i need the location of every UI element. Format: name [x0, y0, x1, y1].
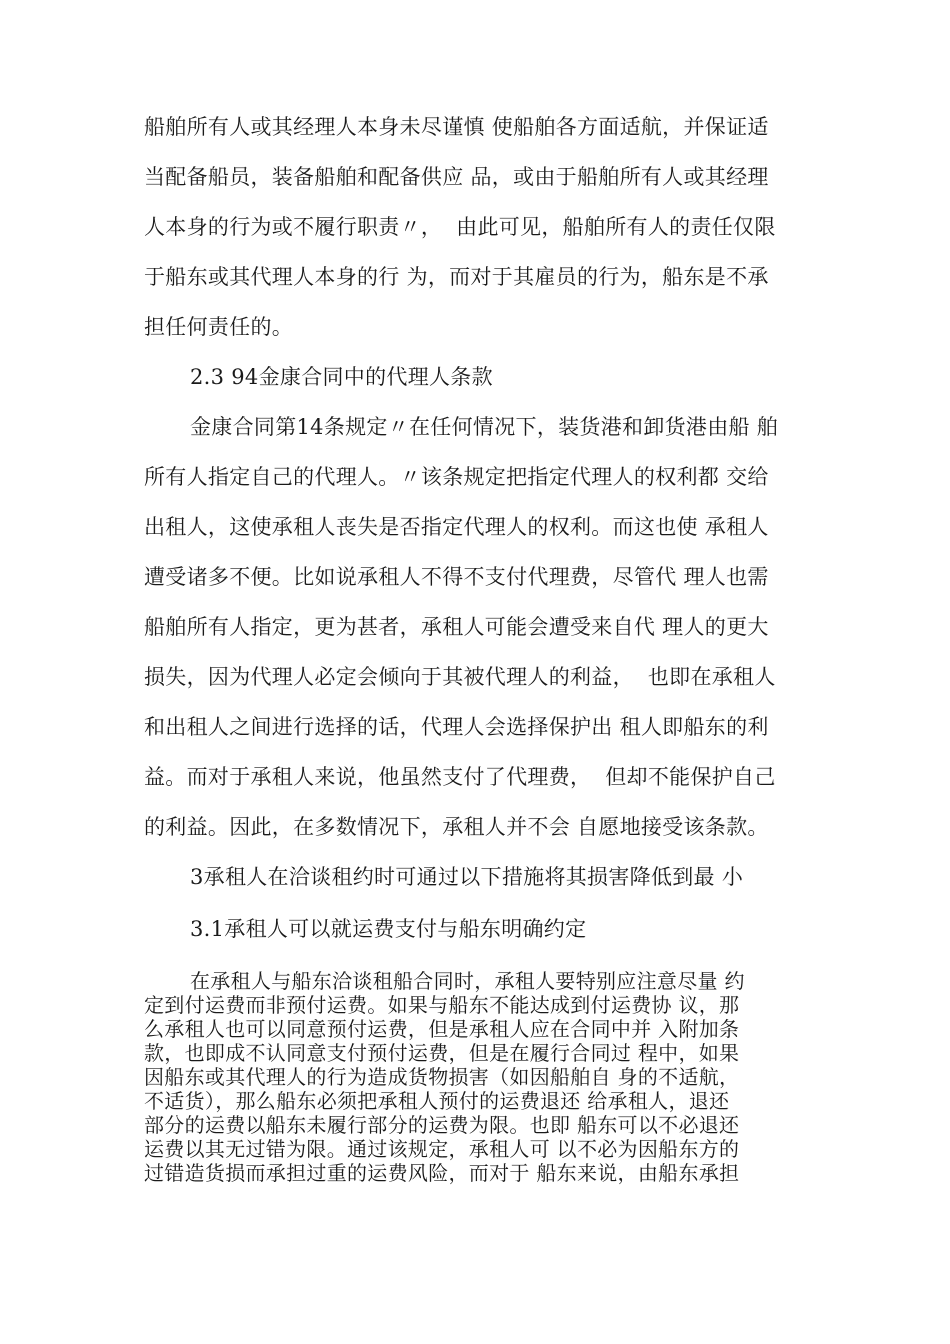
text-line: 遭受诸多不便。比如说承租人不得不支付代理费，尽管代 理人也需	[144, 565, 769, 589]
heading-line: 3承租人在洽谈租约时可通过以下措施将其损害降低到最 小	[190, 865, 744, 889]
text-line: 当配备船员，装备船舶和配备供应 品，或由于船舶所有人或其经理	[144, 165, 769, 189]
text-line: 担任何责任的。	[144, 315, 294, 339]
text-line: 损失，因为代理人必定会倾向于其被代理人的利益， 也即在承租人	[144, 665, 776, 689]
text-line: 款，也即成不认同意支付预付运费，但是在履行合同过 程中，如果	[144, 1041, 740, 1065]
text-line: 的利益。因此，在多数情况下，承租人并不会 自愿地接受该条款。	[144, 815, 769, 839]
text-line: 所有人指定自己的代理人。〃该条规定把指定代理人的权利都 交给	[144, 465, 769, 489]
text-line: 出租人，这使承租人丧失是否指定代理人的权利。而这也使 承租人	[144, 515, 769, 539]
text-line: 在承租人与船东洽谈租船合同时，承租人要特别应注意尽量 约	[190, 969, 745, 993]
text-line: 船舶所有人指定，更为甚者，承租人可能会遭受来自代 理人的更大	[144, 615, 769, 639]
text-line: 和出租人之间进行选择的话，代理人会选择保护出 租人即船东的利	[144, 715, 769, 739]
text-line: 船舶所有人或其经理人本身未尽谨慎 使船舶各方面适航，并保证适	[144, 115, 769, 139]
heading-line: 2.3 94金康合同中的代理人条款	[190, 365, 493, 389]
text-line: 金康合同第14条规定〃在任何情况下，装货港和卸货港由船 舶	[190, 415, 779, 439]
text-line: 过错造货损而承担过重的运费风险，而对于 船东来说，由船东承担	[144, 1161, 740, 1185]
text-line: 不适货），那么船东必须把承租人预付的运费退还 给承租人，退还	[144, 1089, 730, 1113]
text-line: 部分的运费以船东未履行部分的运费为限。也即 船东可以不必退还	[144, 1113, 740, 1137]
text-line: 于船东或其代理人本身的行 为，而对于其雇员的行为，船东是不承	[144, 265, 769, 289]
text-line: 益。而对于承租人来说，他虽然支付了代理费， 但却不能保护自己	[144, 765, 776, 789]
text-line: 因船东或其代理人的行为造成货物损害（如因船舶自 身的不适航，	[144, 1065, 740, 1089]
text-line: 定到付运费而非预付运费。如果与船东不能达成到付运费协 议，那	[144, 993, 740, 1017]
text-line: 运费以其无过错为限。通过该规定，承租人可 以不必为因船东方的	[144, 1137, 740, 1161]
text-line: 人本身的行为或不履行职责〃， 由此可见，船舶所有人的责任仅限	[144, 215, 776, 239]
heading-line: 3.1承租人可以就运费支付与船东明确约定	[190, 917, 587, 941]
text-line: 么承租人也可以同意预付运费，但是承租人应在合同中并 入附加条	[144, 1017, 740, 1041]
